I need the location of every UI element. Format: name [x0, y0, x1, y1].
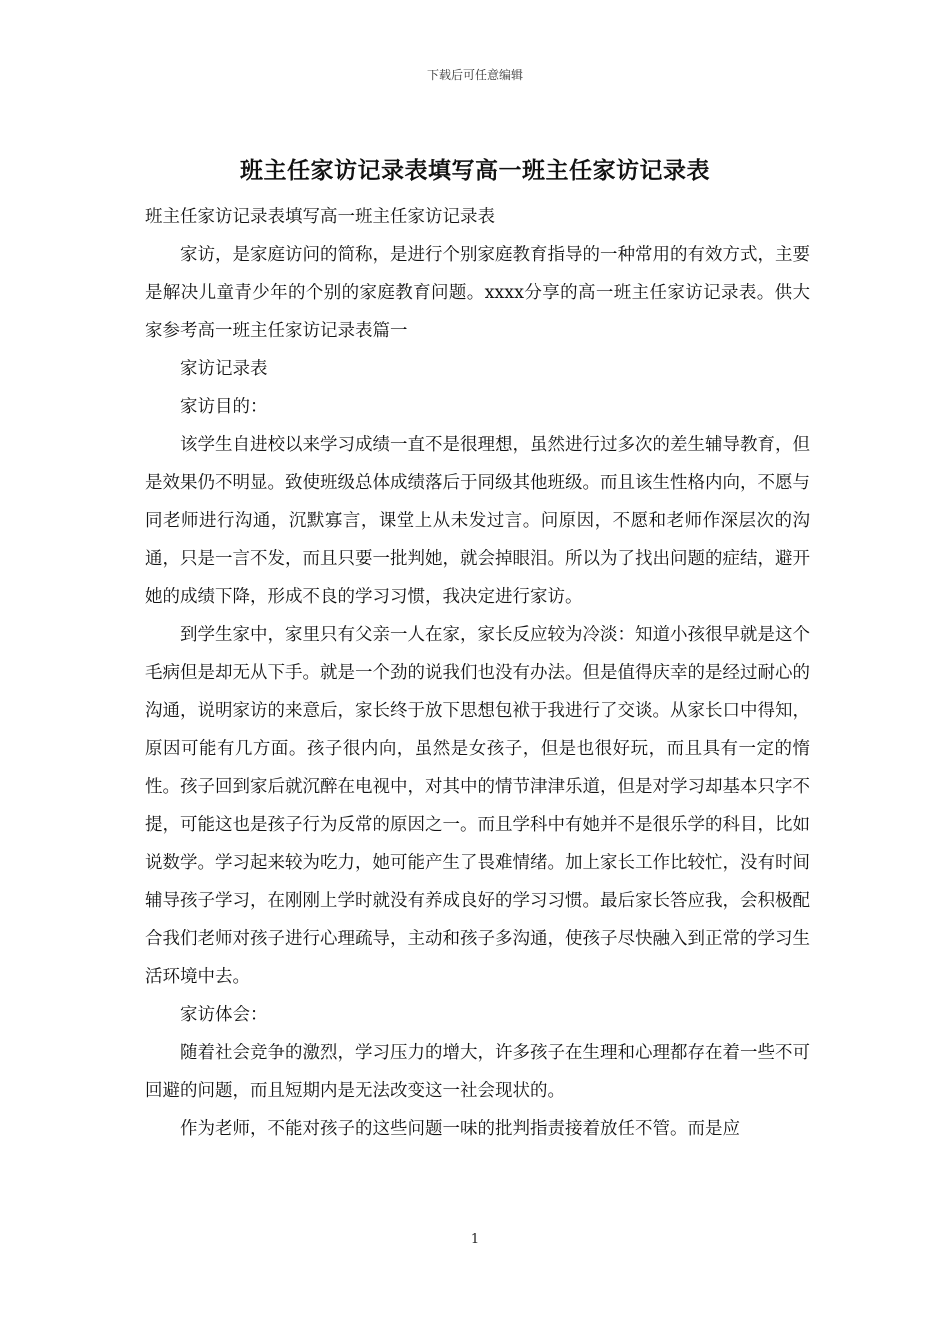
- paragraph: 到学生家中，家里只有父亲一人在家，家长反应较为冷淡：知道小孩很早就是这个毛病但是却无从下手。就是一个劲的说我们也没有办法。但是值得庆幸的是经过耐心的沟通，说明家访的来意后，家长终于放下思想包袱于我进行了交谈。从家长口中得知，原因可能有几方面。孩子很内向，虽然是女孩子，但是也很好玩，而且具有一定的惰性。孩子回到家后就沉醉在电视中，对其中的情节津津乐道，但是对学习却基本只字不提，可能这也是孩子行为反常的原因之一。而且学科中有她并不是很乐学的科目，比如说数学。学习起来较为吃力，她可能产生了畏难情绪。加上家长工作比较忙，没有时间辅导孩子学习，在刚刚上学时就没有养成良好的学习习惯。最后家长答应我，会积极配合我们老师对孩子进行心理疏导，主动和孩子多沟通，使孩子尽快融入到正常的学习生活环境中去。: [145, 625, 810, 987]
- paragraph: 家访，是家庭访问的简称，是进行个别家庭教育指导的一种常用的有效方式，主要是解决儿童青少年的个别的家庭教育问题。xxxx分享的高一班主任家访记录表。供大家参考高一班主任家访记录表篇一: [145, 245, 810, 341]
- paragraph: 家访记录表: [180, 359, 268, 379]
- paragraph: 班主任家访记录表填写高一班主任家访记录表: [145, 207, 495, 227]
- document-title: 班主任家访记录表填写高一班主任家访记录表: [240, 157, 710, 184]
- paragraph: 作为老师，不能对孩子的这些问题一味的批判指责接着放任不管。而是应: [180, 1119, 740, 1139]
- document-body: [145, 198, 810, 1148]
- paragraph: 该学生自进校以来学习成绩一直不是很理想，虽然进行过多次的差生辅导教育，但是效果仍不明显。致使班级总体成绩落后于同级其他班级。而且该生性格内向，不愿与同老师进行沟通，沉默寡言，课堂上从未发过言。问原因，不愿和老师作深层次的沟通，只是一言不发，而且只要一批判她，就会掉眼泪。所以为了找出问题的症结，避开她的成绩下降，形成不良的学习习惯，我决定进行家访。: [145, 435, 810, 607]
- page-header-note: 下载后可任意编辑: [426, 68, 523, 82]
- paragraph: 家访体会：: [180, 1005, 268, 1025]
- paragraph: 随着社会竞争的激烈，学习压力的增大，许多孩子在生理和心理都存在着一些不可回避的问题，而且短期内是无法改变这一社会现状的。: [145, 1043, 810, 1101]
- page-number: 1: [470, 1232, 480, 1247]
- paragraph: 家访目的：: [180, 397, 268, 417]
